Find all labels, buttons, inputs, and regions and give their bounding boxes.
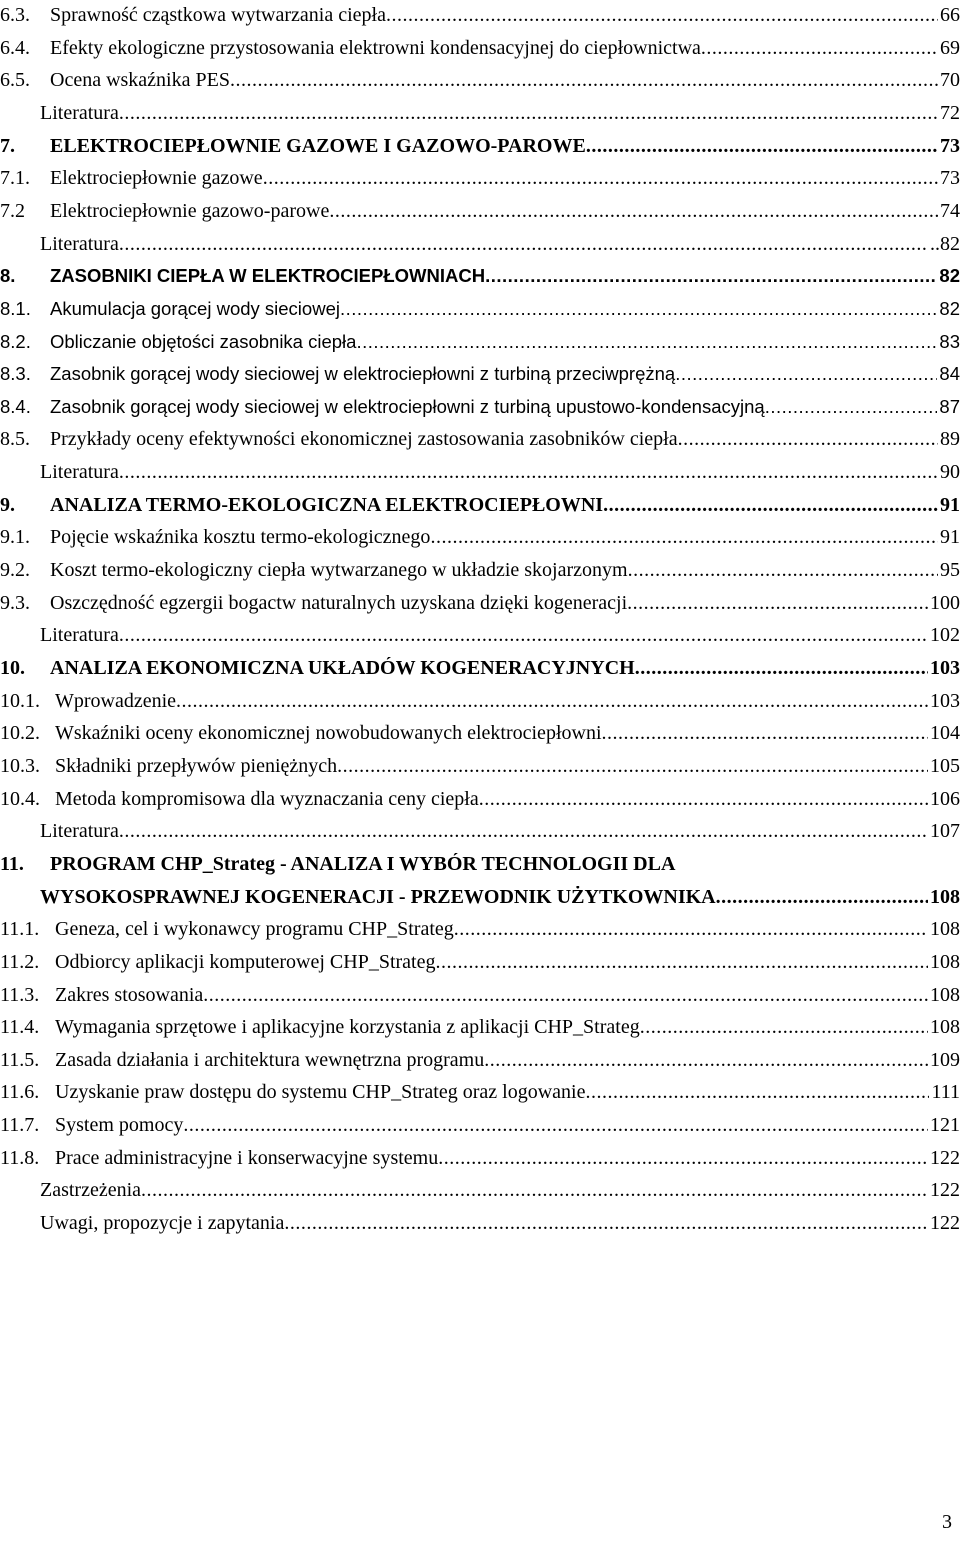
toc-entry-page: 83 xyxy=(939,330,960,352)
toc-entry-page: 122 xyxy=(930,1179,960,1202)
toc-entry-title: Uwagi, propozycje i zapytania xyxy=(40,1212,285,1235)
toc-entry-title: Wprowadzenie xyxy=(55,689,177,712)
toc-entry-number: 9.2. xyxy=(0,559,30,582)
toc-dot-leader xyxy=(585,1081,929,1104)
toc-entry-title: ANALIZA TERMO-EKOLOGICZNA ELEKTROCIEPŁOWNI xyxy=(50,493,604,516)
toc-entry-page: 111 xyxy=(931,1081,960,1104)
toc-entry[interactable] xyxy=(0,165,960,197)
toc-entry[interactable] xyxy=(0,2,960,34)
toc-entry-page: 66 xyxy=(940,4,960,26)
toc-entry-line xyxy=(55,1016,960,1039)
toc-entry-number: 11.8. xyxy=(0,1146,40,1169)
toc-dot-leader xyxy=(230,69,938,92)
toc-entry[interactable] xyxy=(0,622,960,654)
toc-entry-number: 8.4. xyxy=(0,395,31,417)
toc-entry[interactable] xyxy=(0,35,960,67)
toc-entry[interactable] xyxy=(0,851,960,883)
toc-entry[interactable] xyxy=(0,720,960,752)
toc-entry-line xyxy=(50,494,960,517)
toc-entry-line xyxy=(50,298,960,320)
toc-entry-number: 6.3. xyxy=(0,4,30,26)
toc-entry-page: 108 xyxy=(930,918,960,941)
toc-entry-page: 109 xyxy=(930,1048,960,1071)
toc-entry-page: 89 xyxy=(940,428,960,451)
toc-entry-line xyxy=(50,265,960,287)
toc-entry-title: WYSOKOSPRAWNEJ KOGENERACJI - PRZEWODNIK UŻYTKOWNIKA xyxy=(40,885,716,908)
toc-entry-title: Przykłady oceny efektywności ekonomicznej zastosowania zasobników ciepła xyxy=(50,428,678,451)
toc-dot-leader xyxy=(356,331,937,353)
toc-entry-number: 10.1. xyxy=(0,689,40,712)
toc-entry[interactable] xyxy=(0,426,960,458)
toc-entry-line xyxy=(40,820,960,843)
toc-entry-line xyxy=(55,690,960,713)
toc-entry-line xyxy=(55,1114,960,1137)
toc-entry-title: Akumulacja gorącej wody sieciowej xyxy=(50,297,340,319)
toc-entry-title: Ocena wskaźnika PES xyxy=(50,69,230,92)
page-number: 3 xyxy=(942,1511,952,1533)
toc-dot-leader xyxy=(635,657,928,680)
toc-entry-title: Literatura xyxy=(40,820,119,843)
toc-entry[interactable] xyxy=(0,655,960,687)
toc-entry[interactable] xyxy=(0,361,960,393)
toc-entry-number: 10.3. xyxy=(0,754,40,777)
toc-entry-title: Składniki przepływów pieniężnych xyxy=(55,754,338,777)
toc-entry[interactable] xyxy=(0,67,960,99)
toc-entry-title: Uzyskanie praw dostępu do systemu CHP_Strateg oraz logowanie xyxy=(55,1081,586,1104)
toc-dot-leader xyxy=(430,526,938,549)
toc-entry-line xyxy=(50,853,960,876)
toc-entry-title: Zasobnik gorącej wody sieciowej w elektrociepłowni z turbiną upustowo-kondensacyjną xyxy=(50,395,765,417)
toc-entry[interactable] xyxy=(0,1014,960,1046)
toc-entry[interactable] xyxy=(0,133,960,165)
toc-entry-number: 11.2. xyxy=(0,950,40,973)
toc-entry-line xyxy=(40,233,960,256)
toc-dot-leader xyxy=(765,396,938,418)
toc-entry-page: 69 xyxy=(940,36,960,59)
toc-dot-leader xyxy=(438,1147,928,1170)
toc-entry-title: Sprawność cząstkowa wytwarzania ciepła xyxy=(50,4,386,26)
toc-entry-title: Oszczędność egzergii bogactw naturalnych uzyskana dzięki kogeneracji xyxy=(50,591,628,614)
toc-entry[interactable] xyxy=(0,524,960,556)
toc-dot-leader xyxy=(435,951,928,974)
toc-dot-leader xyxy=(603,494,938,517)
toc-entry-line xyxy=(50,428,960,451)
toc-entry[interactable] xyxy=(0,459,960,491)
toc-entry-number: 8.5. xyxy=(0,428,30,451)
toc-entry-title: Prace administracyjne i konserwacyjne systemu xyxy=(55,1146,439,1169)
toc-dot-leader xyxy=(716,886,928,909)
toc-dot-leader xyxy=(183,1114,928,1137)
toc-entry-page: 91 xyxy=(940,493,960,516)
toc-entry[interactable] xyxy=(0,884,960,916)
toc-entry-number: 6.4. xyxy=(0,36,30,59)
toc-entry-line xyxy=(55,1081,960,1104)
toc-entry-line xyxy=(55,984,960,1007)
toc-entry[interactable] xyxy=(0,753,960,785)
toc-entry-title: Koszt termo-ekologiczny ciepła wytwarzanego w układzie skojarzonym xyxy=(50,559,628,582)
toc-dot-leader xyxy=(628,559,938,582)
toc-entry-line xyxy=(50,200,960,223)
toc-dot-leader xyxy=(479,788,928,811)
toc-entry-page: 74 xyxy=(940,199,960,222)
toc-entry[interactable] xyxy=(0,1145,960,1177)
toc-entry[interactable] xyxy=(0,1079,960,1111)
toc-entry-line xyxy=(50,396,960,418)
toc-dot-leader xyxy=(203,984,928,1007)
toc-entry-number: 11.6. xyxy=(0,1081,40,1104)
toc-entry-line xyxy=(40,102,960,125)
toc-entry-number: 10. xyxy=(0,657,25,679)
toc-dot-leader xyxy=(263,167,938,190)
toc-entry-title: Zasada działania i architektura wewnętrzna programu xyxy=(55,1048,485,1071)
toc-entry-number: 7.1. xyxy=(0,167,30,190)
toc-entry-page: 95 xyxy=(940,559,960,582)
toc-dot-leader xyxy=(119,624,928,647)
toc-dot-leader xyxy=(141,1179,928,1202)
toc-entry-title: Literatura xyxy=(40,232,119,255)
toc-dot-leader xyxy=(627,592,928,615)
toc-entry-line xyxy=(40,1212,960,1235)
toc-entry-line xyxy=(55,951,960,974)
toc-entry-page: 122 xyxy=(930,1212,960,1235)
toc-entry-title: Obliczanie objętości zasobnika ciepła xyxy=(50,330,357,352)
toc-entry-line xyxy=(55,1147,960,1170)
toc-entry-page: 91 xyxy=(940,526,960,549)
toc-dot-leader xyxy=(678,428,938,451)
toc-dot-leader xyxy=(176,690,928,713)
toc-entry-title: Metoda kompromisowa dla wyznaczania ceny ciepła xyxy=(55,787,479,810)
toc-entry-line xyxy=(55,1049,960,1072)
toc-entry-title: Literatura xyxy=(40,101,119,124)
toc-entry-page: 84 xyxy=(939,363,960,385)
toc-entry-page: 82 xyxy=(939,297,960,319)
toc-entry-line xyxy=(50,363,960,385)
toc-entry-title: Wymagania sprzętowe i aplikacyjne korzystania z aplikacji CHP_Strateg xyxy=(55,1016,640,1039)
toc-entry-page: 73 xyxy=(940,167,960,190)
toc-entry[interactable] xyxy=(0,329,960,361)
toc-entry-line xyxy=(55,918,960,941)
toc-entry[interactable] xyxy=(0,688,960,720)
toc-entry[interactable] xyxy=(0,949,960,981)
toc-entry-number: 8.1. xyxy=(0,297,31,319)
toc-entry-number: 11.5. xyxy=(0,1048,40,1071)
toc-entry-page: 107 xyxy=(930,820,960,843)
toc-entry-page: 100 xyxy=(930,591,960,614)
toc-entry-page: 73 xyxy=(940,134,960,157)
toc-entry-page: ..82 xyxy=(930,232,960,255)
toc-entry-page: 108 xyxy=(930,950,960,973)
toc-dot-leader xyxy=(640,1016,928,1039)
toc-entry-number: 11.4. xyxy=(0,1016,40,1039)
toc-entry-page: 103 xyxy=(930,689,960,712)
toc-dot-leader xyxy=(701,37,938,60)
toc-entry-title: Zastrzeżenia xyxy=(40,1179,142,1202)
toc-entry[interactable] xyxy=(0,1047,960,1079)
toc-entry-page: 102 xyxy=(930,624,960,647)
toc-entry[interactable] xyxy=(0,100,960,132)
toc-entry-page: 103 xyxy=(930,657,960,679)
toc-entry-line xyxy=(55,755,960,778)
toc-entry-line xyxy=(40,624,960,647)
toc-entry-line xyxy=(40,1179,960,1202)
toc-entry-number: 10.2. xyxy=(0,722,40,745)
toc-entry-number: 8.3. xyxy=(0,363,31,385)
toc-dot-leader xyxy=(454,918,928,941)
toc-entry[interactable] xyxy=(0,231,960,263)
toc-entry-page: 82 xyxy=(939,265,960,287)
toc-entry-number: 7. xyxy=(0,134,15,157)
toc-entry-line xyxy=(50,69,960,92)
toc-entry-number: 10.4. xyxy=(0,787,40,810)
toc-dot-leader xyxy=(485,265,937,287)
toc-entry-line xyxy=(50,331,960,353)
toc-dot-leader xyxy=(337,755,928,778)
toc-entry[interactable] xyxy=(0,557,960,589)
toc-entry-title: Efekty ekologiczne przystosowania elektrowni kondensacyjnej do ciepłownictwa xyxy=(50,36,701,59)
toc-entry-page: 121 xyxy=(930,1114,960,1137)
toc-entry-title: Elektrociepłownie gazowo-parowe xyxy=(50,199,330,222)
toc-entry-page: 122 xyxy=(930,1146,960,1169)
toc-entry-page: 87 xyxy=(939,395,960,417)
toc-entry-line xyxy=(50,526,960,549)
toc-entry-title: Elektrociepłownie gazowe xyxy=(50,167,263,190)
toc-entry-title: Wskaźniki oceny ekonomicznej nowobudowanych elektrociepłowni xyxy=(55,722,602,745)
toc-entry[interactable] xyxy=(0,1210,960,1242)
toc-dot-leader xyxy=(586,135,938,158)
toc-entry[interactable] xyxy=(0,394,960,426)
toc-dot-leader xyxy=(484,1049,928,1072)
toc-dot-leader xyxy=(119,233,928,256)
toc-entry[interactable] xyxy=(0,982,960,1014)
toc-dot-leader xyxy=(675,363,937,385)
toc-dot-leader xyxy=(284,1212,928,1235)
toc-entry-title: Zasobnik gorącej wody sieciowej w elektrociepłowni z turbiną przeciwprężną xyxy=(50,363,676,385)
toc-entry-number: 11.3. xyxy=(0,983,40,1006)
toc-entry-line xyxy=(55,788,960,811)
toc-entry[interactable] xyxy=(0,786,960,818)
toc-dot-leader xyxy=(340,298,937,320)
toc-entry-title: ANALIZA EKONOMICZNA UKŁADÓW KOGENERACYJNYCH xyxy=(50,657,635,679)
toc-entry[interactable] xyxy=(0,296,960,328)
toc-entry-page: 108 xyxy=(930,1016,960,1039)
toc-entry[interactable] xyxy=(0,263,960,295)
toc-dot-leader xyxy=(119,102,938,125)
toc-dot-leader xyxy=(329,200,938,223)
toc-entry-line xyxy=(40,461,960,484)
toc-entry-page: 70 xyxy=(940,69,960,92)
toc-entry-number: 9.3. xyxy=(0,591,30,614)
toc-entry-title: ZASOBNIKI CIEPŁA W ELEKTROCIEPŁOWNIACH xyxy=(50,265,486,287)
toc-entry-number: 8.2. xyxy=(0,330,31,352)
toc-entry[interactable] xyxy=(0,1112,960,1144)
toc-entry-number: 6.5. xyxy=(0,69,30,92)
toc-entry-line xyxy=(50,167,960,190)
toc-entry-line xyxy=(55,722,960,745)
toc-entry-page: 108 xyxy=(930,885,960,908)
toc-dot-leader xyxy=(119,461,938,484)
toc-entry-line xyxy=(50,657,960,680)
toc-entry-number: 11. xyxy=(0,852,24,875)
toc-entry-line xyxy=(50,559,960,582)
toc-entry-line xyxy=(50,592,960,615)
toc-dot-leader xyxy=(386,4,938,27)
toc-entry-line xyxy=(40,886,960,909)
toc-entry-title: Pojęcie wskaźnika kosztu termo-ekologicznego xyxy=(50,526,431,549)
toc-entry-page: 108 xyxy=(930,983,960,1006)
toc-entry-title: Literatura xyxy=(40,624,119,647)
toc-entry-page: 105 xyxy=(930,754,960,777)
toc-entry-page: 104 xyxy=(930,722,960,745)
toc-dot-leader xyxy=(119,820,928,843)
toc-entry[interactable] xyxy=(0,916,960,948)
toc-entry[interactable] xyxy=(0,492,960,524)
toc-entry-number: 8. xyxy=(0,265,16,287)
toc-entry-line xyxy=(50,135,960,158)
toc-entry-number: 7.2 xyxy=(0,199,25,222)
toc-entry-page: 72 xyxy=(940,101,960,124)
toc-dot-leader xyxy=(602,722,929,745)
toc-entry-title: Odbiorcy aplikacji komputerowej CHP_Strateg xyxy=(55,950,436,973)
toc-entry-number: 11.1. xyxy=(0,918,40,941)
toc-entry[interactable] xyxy=(0,590,960,622)
toc-entry-number: 11.7. xyxy=(0,1114,40,1137)
toc-entry-line xyxy=(50,37,960,60)
toc-entry-title: Geneza, cel i wykonawcy programu CHP_Strateg xyxy=(55,918,454,941)
toc-entry-title: System pomocy xyxy=(55,1114,184,1137)
toc-entry-title: ELEKTROCIEPŁOWNIE GAZOWE I GAZOWO-PAROWE xyxy=(50,134,586,157)
toc-entry-title: Zakres stosowania xyxy=(55,983,204,1006)
toc-entry-number: 9.1. xyxy=(0,526,30,549)
toc-entry-number: 9. xyxy=(0,493,15,516)
toc-entry[interactable] xyxy=(0,818,960,850)
toc-entry-title: PROGRAM CHP_Strateg - ANALIZA I WYBÓR TECHNOLOGII DLA xyxy=(50,852,676,875)
toc-entry-line xyxy=(50,4,960,27)
toc-entry-title: Literatura xyxy=(40,461,119,484)
toc-entry[interactable] xyxy=(0,198,960,230)
toc-entry-page: 90 xyxy=(940,461,960,484)
toc-entry[interactable] xyxy=(0,1177,960,1209)
toc-entry-page: 106 xyxy=(930,787,960,810)
